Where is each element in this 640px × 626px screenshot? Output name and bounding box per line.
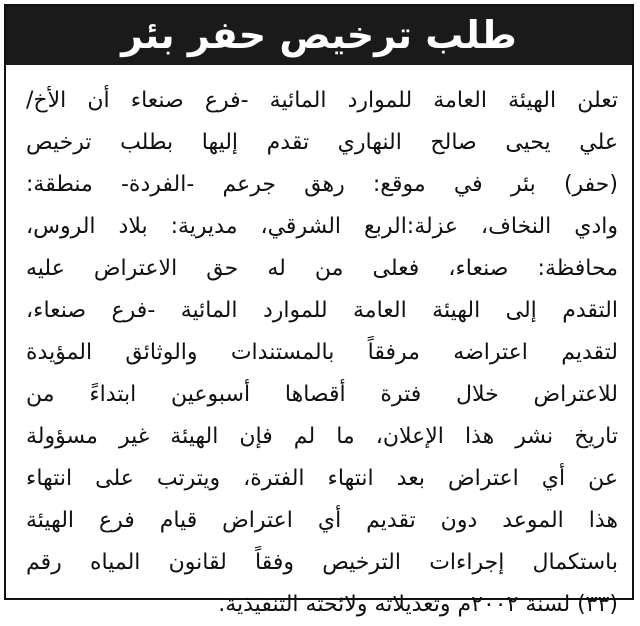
notice-box (4, 4, 634, 617)
notice-title: طلب ترخيص حفر بئر (6, 6, 632, 65)
body-line-11: هذا الموعد دون تقديم أي اعتراض قيام فرع الهيئة (26, 508, 618, 533)
body-line-8: للاعتراض خلال فترة أقصاها أسبوعين ابتداءً من (26, 382, 618, 407)
body-line-9: تاريخ نشر هذا الإعلان، ما لم فإن الهيئة غير مسؤولة (26, 424, 618, 449)
body-line-5: محافظة: صنعاء، فعلى من له حق الاعتراض عليه (26, 256, 618, 281)
body-line-2: علي يحيى صالح النهاري تقدم إليها بطلب ترخيص (26, 130, 618, 155)
body-line-13: (٣٣) لسنة ٢٠٠٢م وتعديلاته ولائحته التنفيذية. (218, 592, 618, 617)
body-line-7: لتقديم اعتراضه مرفقاً بالمستندات والوثائق المؤيدة (26, 340, 618, 365)
body-line-4: وادي النخاف، عزلة:الربع الشرقي، مديرية: بلاد الروس، (26, 214, 618, 239)
body-line-12: باستكمال إجراءات الترخيص وفقاً لقانون المياه رقم (26, 550, 618, 575)
notice-body (26, 80, 618, 626)
body-line-6: التقدم إلى الهيئة العامة للموارد المائية -فرع صنعاء، (26, 298, 618, 323)
body-line-1: تعلن الهيئة العامة للموارد المائية -فرع صنعاء أن الأخ/ (26, 88, 618, 113)
body-line-3: (حفر) بئر في موقع: رهق جرعم -الفردة- منطقة: (26, 172, 618, 197)
body-line-10: عن أي اعتراض بعد انتهاء الفترة، ويترتب على انتهاء (26, 466, 618, 491)
